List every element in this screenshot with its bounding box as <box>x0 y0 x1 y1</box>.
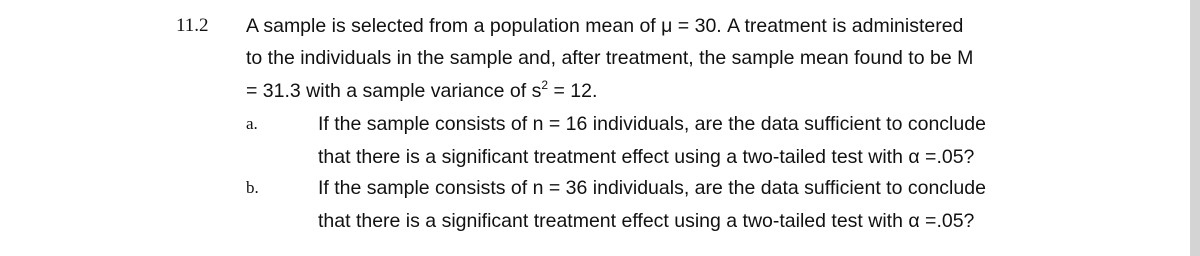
part-b-line-2: that there is a significant treatment effect using a two-tailed test with α =.05? <box>318 210 975 232</box>
problem-stem-line-3 <box>246 79 597 103</box>
stem-line-3-end: = 12. <box>548 80 598 102</box>
problem-number: 11.2 <box>176 15 209 36</box>
problem-stem-line-1: A sample is selected from a population mean of μ = 30. A treatment is administered <box>246 15 964 37</box>
stem-line-3-text: = 31.3 with a sample variance of s <box>246 80 542 102</box>
part-a-line-1: If the sample consists of n = 16 individuals, are the data sufficient to conclude <box>318 113 986 135</box>
part-b-letter: b. <box>246 178 259 197</box>
problem-stem-line-2: to the individuals in the sample and, after treatment, the sample mean found to be M <box>246 47 974 69</box>
part-a-line-2: that there is a significant treatment effect using a two-tailed test with α =.05? <box>318 146 975 168</box>
part-b-line-1: If the sample consists of n = 36 individuals, are the data sufficient to conclude <box>318 177 986 199</box>
variance-superscript: 2 <box>541 77 549 92</box>
part-a-letter: a. <box>246 114 258 133</box>
page-edge-bar <box>1190 0 1200 256</box>
